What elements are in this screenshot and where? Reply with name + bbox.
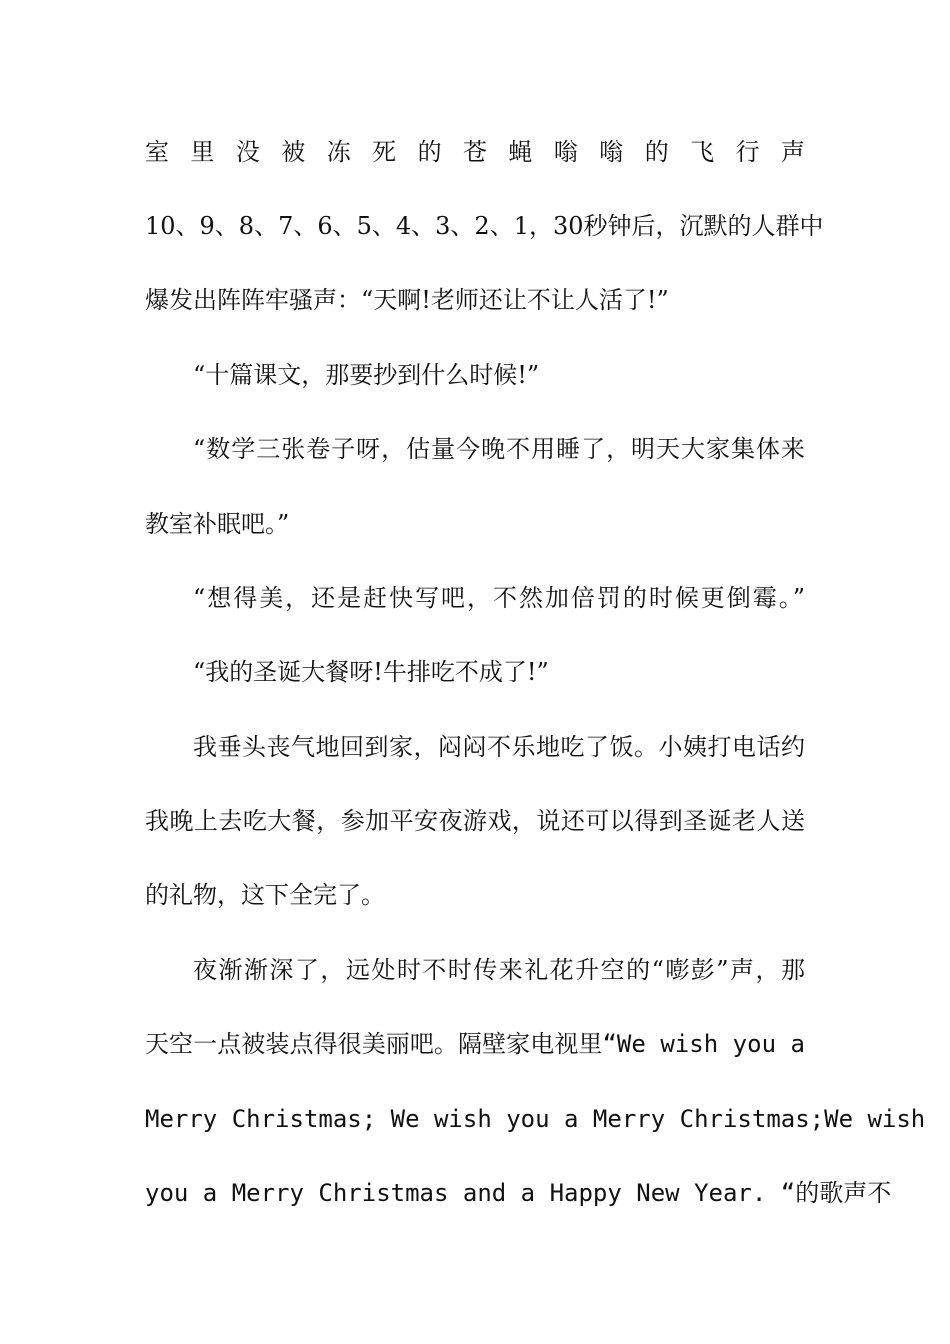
text-line-8: “我的圣诞大餐呀!牛排吃不成了!” bbox=[193, 658, 549, 686]
text-line-11: 的礼物，这下全完了。 bbox=[145, 881, 385, 909]
text-line-7: “想得美，还是赶快写吧，不然加倍罚的时候更倒霉。” bbox=[193, 584, 805, 612]
text-line-5: “数学三张卷子呀，估量今晚不用睡了，明天大家集体来 bbox=[193, 435, 805, 463]
text-line-3: 爆发出阵阵牢骚声：“天啊!老师还让不让人活了!” bbox=[145, 286, 669, 314]
text-line-9: 我垂头丧气地回到家，闷闷不乐地吃了饭。小姨打电话约 bbox=[193, 733, 805, 761]
text-line-6: 教室补眠吧。” bbox=[145, 510, 290, 538]
text-line-4: “十篇课文，那要抄到什么时候!” bbox=[193, 361, 540, 389]
text-line-10: 我晚上去吃大餐，参加平安夜游戏，说还可以得到圣诞老人送 bbox=[145, 807, 805, 835]
text-line-14: Merry Christmas; We wish you a Merry Christmas;We wish bbox=[145, 1105, 926, 1133]
text-line-1: 室 里 没 被 冻 死 的 苍 蝇 嗡 嗡 的 飞 行 声 bbox=[145, 138, 805, 166]
text-line-12: 夜渐渐深了，远处时不时传来礼花升空的“嘭彭”声，那 bbox=[193, 956, 805, 984]
text-line-15: you a Merry Christmas and a Happy New Year. “的歌声不 bbox=[145, 1179, 892, 1207]
text-line-13: 天空一点被装点得很美丽吧。隔壁家电视里“We wish you a bbox=[145, 1030, 805, 1058]
text-line-2: 10、9、8、7、6、5、4、3、2、1，30秒钟后，沉默的人群中 bbox=[145, 212, 824, 240]
